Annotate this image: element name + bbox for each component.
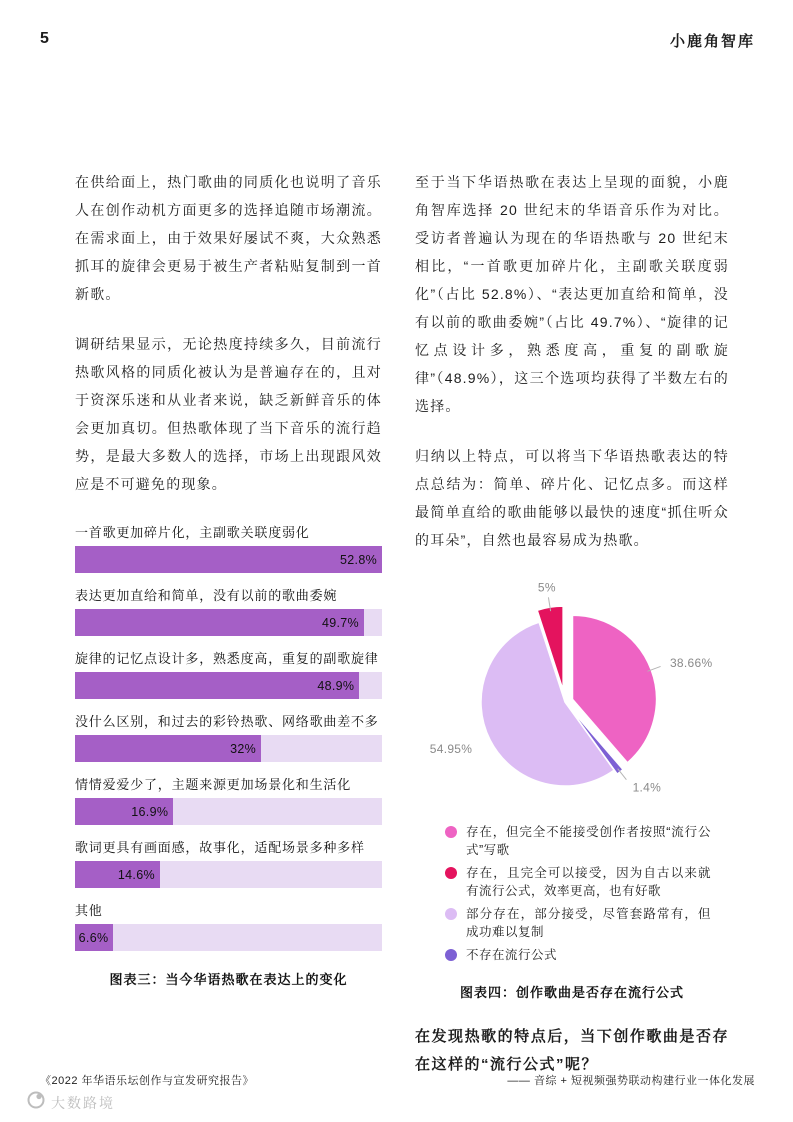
bar-row bbox=[75, 585, 382, 636]
paragraph-supply-demand: 在供给面上，热门歌曲的同质化也说明了音乐人在创作动机方面更多的选择追随市场潮流。在需求面上，由于效果好屡试不爽，大众熟悉抓耳的旋律会更易于被生产者粘贴复制到一首新歌。 bbox=[75, 174, 382, 302]
watermark bbox=[26, 1090, 115, 1115]
bar-track bbox=[75, 798, 382, 825]
legend-item bbox=[445, 864, 711, 900]
bar-row bbox=[75, 522, 382, 573]
paragraph-comparison: 至于当下华语热歌在表达上呈现的面貌，小鹿角智库选择 20 世纪末的华语音乐作为对比。受访者普遍认为现在的华语热歌与 20 世纪末相比，“一首歌更加碎片化，主副歌关联度弱化”（占比 52.8%）、“表达更加直给和简单，没有以前的歌曲委婉”（占比 49.7%）、“旋律的记忆点设计多，熟悉度高，重复的副歌旋律”（48.9%），这三个选项均获得了半数左右的选择。 bbox=[415, 174, 729, 414]
bar-value-label: 52.8% bbox=[340, 552, 377, 567]
bar-category-label: 情情爱爱少了，主题来源更加场景化和生活化 bbox=[75, 777, 352, 792]
bar-value-label: 49.7% bbox=[322, 615, 359, 630]
page-number: 5 bbox=[40, 30, 49, 47]
question-text: 在发现热歌的特点后，当下创作歌曲是否存在这样的“流行公式”呢？ bbox=[415, 1028, 729, 1073]
bar-value-label: 16.9% bbox=[131, 804, 169, 819]
bar-track bbox=[75, 672, 382, 699]
legend-label: 存在，且完全可以接受，因为自古以来就有流行公式，效率更高，也有好歌 bbox=[466, 866, 711, 898]
bar-chart bbox=[75, 522, 382, 951]
paragraph-summary: 归纳以上特点，可以将当下华语热歌表达的特点总结为：简单、碎片化、记忆点多。而这样最简单直给的歌曲能够以最快的速度“抓住听众的耳朵”，自然也最容易成为热歌。 bbox=[415, 448, 729, 548]
pie-value-label: 54.95% bbox=[429, 742, 473, 757]
footer-tagline: —— 音综 + 短视频强势联动构建行业一体化发展 bbox=[507, 1075, 755, 1087]
bar-fill bbox=[75, 798, 173, 825]
paragraph-survey-result: 调研结果显示，无论热度持续多久，目前流行热歌风格的同质化被认为是普遍存在的，且对于资深乐迷和从业者来说，缺乏新鲜音乐的体会更加真切。但热歌体现了当下音乐的流行趋势，是最大多数人的选择，市场上出现跟风效应是不可避免的现象。 bbox=[75, 336, 382, 492]
watermark-logo-icon bbox=[26, 1090, 46, 1115]
bar-category-label: 表达更加直给和简单，没有以前的歌曲委婉 bbox=[75, 588, 338, 603]
legend-dot bbox=[445, 908, 457, 920]
legend-dot bbox=[445, 867, 457, 879]
bar-row bbox=[75, 711, 382, 762]
bar-track bbox=[75, 861, 382, 888]
legend-item bbox=[445, 905, 711, 941]
bar-fill bbox=[75, 546, 382, 573]
legend-item bbox=[445, 823, 711, 859]
pie-value-label: 38.66% bbox=[669, 655, 713, 670]
bar-chart-caption: 图表三：当今华语热歌在表达上的变化 bbox=[109, 972, 348, 987]
bar-category-label: 没什么区别，和过去的彩铃热歌、网络歌曲差不多 bbox=[75, 714, 379, 729]
bar-track bbox=[75, 924, 382, 951]
bar-track bbox=[75, 546, 382, 573]
bar-track bbox=[75, 609, 382, 636]
legend-label: 不存在流行公式 bbox=[466, 948, 558, 962]
bar-track bbox=[75, 735, 382, 762]
bar-fill bbox=[75, 672, 359, 699]
bar-value-label: 48.9% bbox=[317, 678, 355, 693]
bar-row bbox=[75, 837, 382, 888]
bar-row bbox=[75, 648, 382, 699]
bar-category-label: 旋律的记忆点设计多，熟悉度高，重复的副歌旋律 bbox=[75, 651, 379, 666]
bar-value-label: 14.6% bbox=[117, 867, 155, 882]
pie-chart-caption: 图表四：创作歌曲是否存在流行公式 bbox=[459, 985, 684, 1000]
footer-source: 《2022 年华语乐坛创作与宣发研究报告》 bbox=[40, 1075, 255, 1087]
watermark-text: 大数路境 bbox=[51, 1094, 115, 1111]
bar-category-label: 其他 bbox=[75, 903, 103, 918]
right-column bbox=[415, 168, 729, 1079]
brand-title: 小鹿角智库 bbox=[669, 33, 755, 50]
bar-fill bbox=[75, 924, 113, 951]
bar-fill bbox=[75, 735, 261, 762]
legend-dot bbox=[445, 826, 457, 838]
legend-dot bbox=[445, 949, 457, 961]
legend-label: 存在，但完全不能接受创作者按照“流行公式”写歌 bbox=[466, 825, 711, 857]
pie-chart-svg bbox=[415, 576, 729, 812]
bar-category-label: 一首歌更加碎片化，主副歌关联度弱化 bbox=[75, 525, 310, 540]
left-column bbox=[75, 168, 382, 988]
bar-fill bbox=[75, 861, 160, 888]
bar-category-label: 歌词更具有画面感，故事化，适配场景多种多样 bbox=[75, 840, 365, 855]
pie-chart bbox=[415, 576, 729, 817]
pie-value-label: 1.4% bbox=[632, 780, 662, 795]
pie-value-label: 5% bbox=[537, 580, 556, 595]
bar-fill bbox=[75, 609, 364, 636]
bar-row bbox=[75, 774, 382, 825]
bar-value-label: 32% bbox=[230, 741, 257, 756]
bar-value-label: 6.6% bbox=[78, 930, 109, 945]
legend-item bbox=[445, 946, 711, 964]
bar-row bbox=[75, 900, 382, 951]
pie-legend bbox=[445, 823, 711, 964]
legend-label: 部分存在，部分接受，尽管套路常有，但成功难以复制 bbox=[466, 907, 711, 939]
